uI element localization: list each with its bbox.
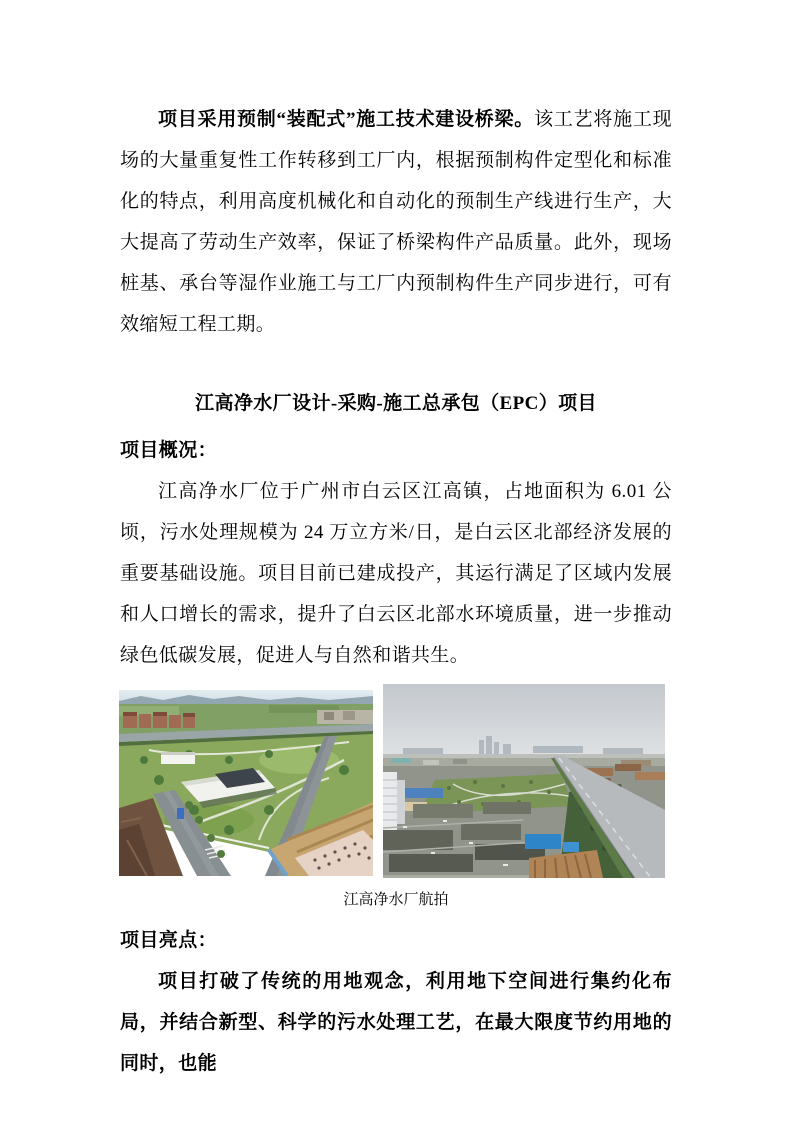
- photo-caption: 江高净水厂航拍: [343, 892, 449, 908]
- city-photo-scene: [383, 684, 665, 878]
- paragraph-bridge-bold-lead: 项目采用预制“装配式”施工技术建设桥梁。: [158, 109, 535, 130]
- city-aerial-photo: [383, 684, 665, 878]
- plant-photo-scene: [119, 690, 373, 876]
- photo-row: [119, 684, 672, 878]
- overview-label: 项目概况：: [120, 440, 218, 461]
- paragraph-bridge-rest: 该工艺将施工现场的大量重复性工作转移到工厂内，根据预制构件定型化和标准化的特点，利用高度机械化和自动化的预制生产线进行生产，大大提高了劳动生产效率，保证了桥梁构件产品质量。此外，现场桩基、承台等湿作业施工与工厂内预制构件生产同步进行，可有效缩短工程工期。: [120, 109, 672, 335]
- highlights-label: 项目亮点：: [120, 930, 218, 951]
- paragraph-bridge-construction: [120, 99, 672, 345]
- section-heading-epc-project: 江高净水厂设计-采购-施工总承包（EPC）项目: [195, 393, 597, 414]
- plant-aerial-photo: [119, 690, 373, 876]
- paragraph-overview: 江高净水厂位于广州市白云区江高镇，占地面积为 6.01 公顷，污水处理规模为 24 万立方米/日，是白云区北部经济发展的重要基础设施。项目目前已建成投产，其运行满足了区域内发展和人口增长的需求，提升了白云区北部水环境质量，进一步推动绿色低碳发展，促进人与自然和谐共生。: [120, 481, 672, 666]
- paragraph-highlights: 项目打破了传统的用地观念，利用地下空间进行集约化布局，并结合新型、科学的污水处理工艺，在最大限度节约用地的同时，也能: [120, 971, 672, 1074]
